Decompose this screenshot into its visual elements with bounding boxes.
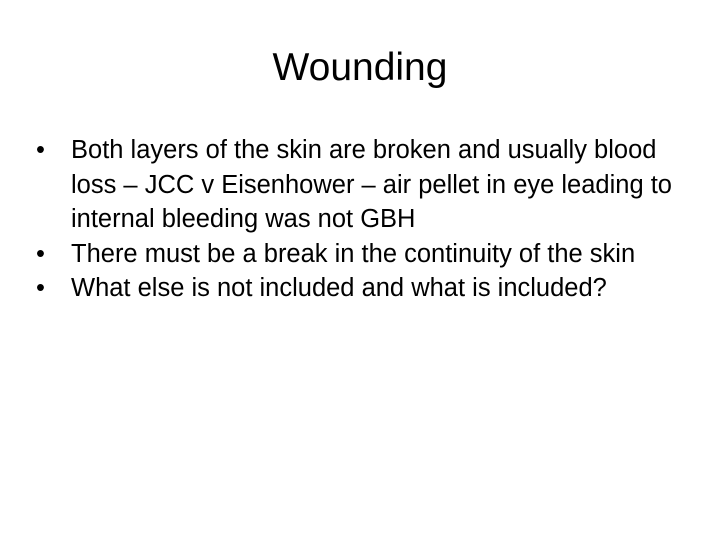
bullet-text: There must be a break in the continuity of the skin — [71, 239, 636, 268]
slide-title: Wounding — [272, 46, 448, 89]
bullet-item — [36, 237, 686, 272]
bullet-marker: • — [36, 239, 45, 268]
bullet-item — [36, 133, 686, 237]
bullet-item — [36, 271, 686, 306]
bullet-text: What else is not included and what is included? — [71, 274, 607, 302]
bullet-text: Both layers of the skin are broken and usually blood loss – JCC v Eisenhower – air pellet in eye leading to internal bleeding was not GBH — [71, 136, 672, 233]
bullet-marker: • — [36, 136, 45, 164]
bullet-list — [36, 133, 686, 306]
bullet-marker: • — [36, 274, 45, 302]
